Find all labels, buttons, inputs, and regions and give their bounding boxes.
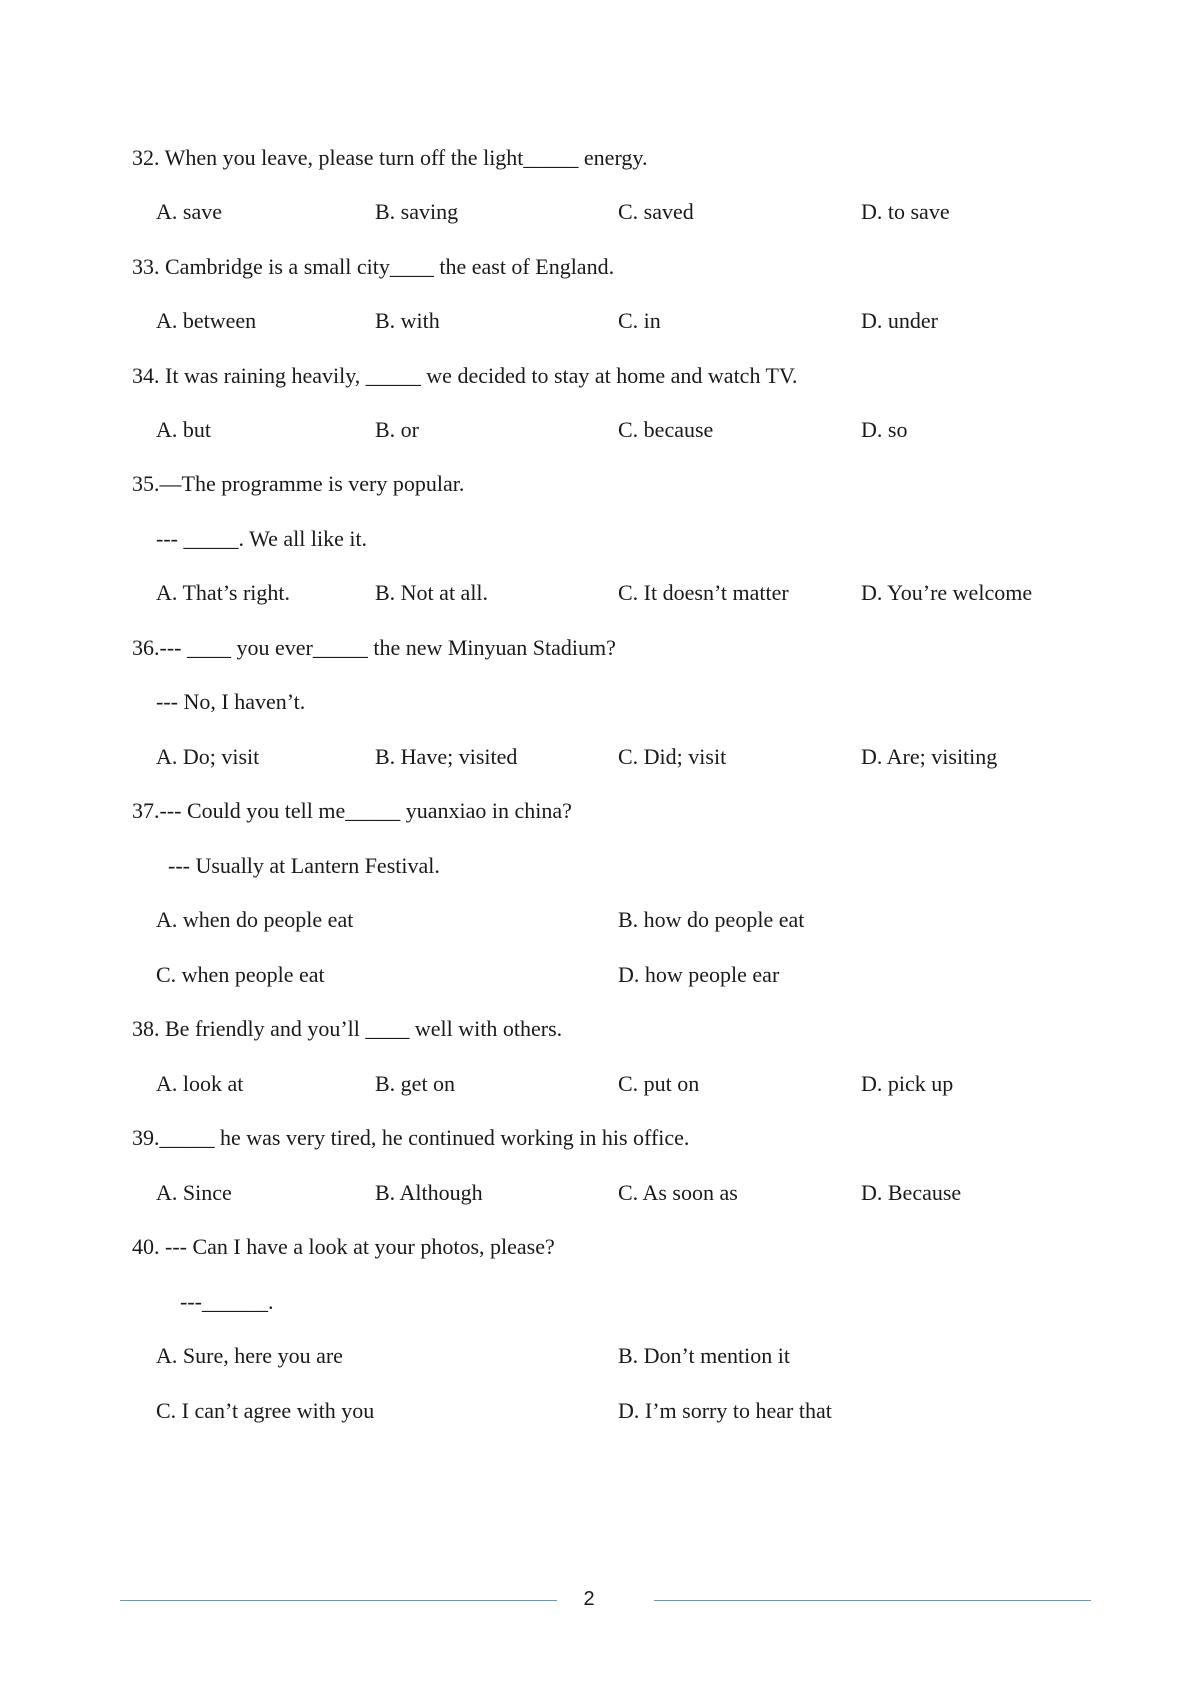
- question-33-option-c: C. in: [618, 308, 661, 333]
- question-40-stem: 40. --- Can I have a look at your photos, please?: [132, 1234, 555, 1259]
- question-35-stem: 35.—The programme is very popular.: [132, 471, 465, 496]
- question-37-stem: 37.--- Could you tell me_____ yuanxiao in china?: [132, 798, 572, 823]
- question-37-option-b: B. how do people eat: [618, 907, 805, 932]
- question-35-option-b: B. Not at all.: [375, 580, 489, 605]
- question-37-option-c: C. when people eat: [156, 962, 325, 987]
- question-40-option-c: C. I can’t agree with you: [156, 1398, 375, 1423]
- question-39-stem: 39._____ he was very tired, he continued working in his office.: [132, 1125, 690, 1150]
- question-36-reply: --- No, I haven’t.: [156, 689, 306, 714]
- question-38-option-a: A. look at: [156, 1071, 244, 1096]
- question-39-option-a: A. Since: [156, 1180, 232, 1205]
- question-38-option-b: B. get on: [375, 1071, 456, 1096]
- question-36-option-d: D. Are; visiting: [861, 744, 998, 769]
- question-36-option-b: B. Have; visited: [375, 744, 518, 769]
- question-34-stem: 34. It was raining heavily, _____ we decided to stay at home and watch TV.: [132, 363, 798, 388]
- question-40-option-b: B. Don’t mention it: [618, 1343, 790, 1368]
- footer-rule-left: [120, 1600, 557, 1601]
- question-33-option-b: B. with: [375, 308, 440, 333]
- question-35-option-a: A. That’s right.: [156, 580, 291, 605]
- question-39-option-b: B. Although: [375, 1180, 483, 1205]
- question-38-option-c: C. put on: [618, 1071, 700, 1096]
- question-35-option-d: D. You’re welcome: [861, 580, 1033, 605]
- question-39-option-d: D. Because: [861, 1180, 962, 1205]
- question-32-option-c: C. saved: [618, 199, 694, 224]
- question-35-option-c: C. It doesn’t matter: [618, 580, 789, 605]
- question-35-reply: --- _____. We all like it.: [156, 526, 368, 551]
- question-36-option-c: C. Did; visit: [618, 744, 727, 769]
- question-33-stem: 33. Cambridge is a small city____ the east of England.: [132, 254, 615, 279]
- question-40-option-a: A. Sure, here you are: [156, 1343, 343, 1368]
- question-40-reply: ---______.: [180, 1289, 274, 1314]
- question-36-stem: 36.--- ____ you ever_____ the new Minyuan Stadium?: [132, 635, 616, 660]
- question-32-stem: 32. When you leave, please turn off the light_____ energy.: [132, 145, 648, 170]
- question-33-option-a: A. between: [156, 308, 257, 333]
- question-32-option-d: D. to save: [861, 199, 950, 224]
- question-36-option-a: A. Do; visit: [156, 744, 260, 769]
- footer-rule-right: [654, 1600, 1091, 1601]
- question-37-option-a: A. when do people eat: [156, 907, 354, 932]
- question-38-stem: 38. Be friendly and you’ll ____ well with others.: [132, 1016, 563, 1041]
- question-37-option-d: D. how people ear: [618, 962, 780, 987]
- question-32-option-a: A. save: [156, 199, 222, 224]
- question-38-option-d: D. pick up: [861, 1071, 954, 1096]
- question-34-option-b: B. or: [375, 417, 419, 442]
- question-32-option-b: B. saving: [375, 199, 459, 224]
- question-33-option-d: D. under: [861, 308, 938, 333]
- question-37-reply: --- Usually at Lantern Festival.: [168, 853, 440, 878]
- page-number: 2: [583, 1588, 595, 1610]
- question-34-option-c: C. because: [618, 417, 714, 442]
- question-39-option-c: C. As soon as: [618, 1180, 738, 1205]
- question-34-option-d: D. so: [861, 417, 908, 442]
- question-34-option-a: A. but: [156, 417, 211, 442]
- question-40-option-d: D. I’m sorry to hear that: [618, 1398, 832, 1423]
